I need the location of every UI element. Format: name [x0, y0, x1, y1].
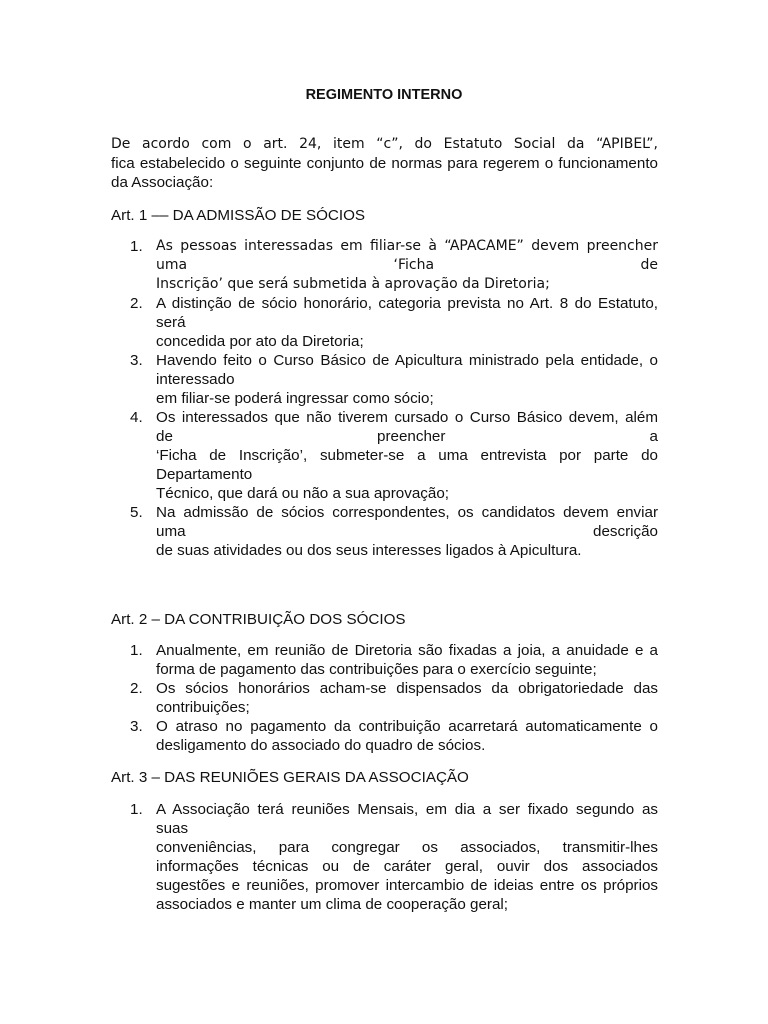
art-2-heading: Art. 2 – DA CONTRIBUIÇÃO DOS SÓCIOS [111, 611, 406, 628]
list-item [130, 679, 658, 717]
item-number: 1. [130, 801, 143, 818]
item-line: conveniências, para congregar os associados, transmitir-lhes [156, 839, 658, 856]
item-line: uma ‘Ficha de [156, 257, 658, 273]
item-line: em filiar-se poderá ingressar como sócio; [156, 390, 434, 407]
document-title: REGIMENTO INTERNO [305, 87, 463, 103]
item-line: uma descrição [156, 523, 658, 540]
art-1-heading: Art. 1 –– DA ADMISSÃO DE SÓCIOS [111, 207, 366, 224]
item-line: de suas atividades ou dos seus interesses ligados à Apicultura. [156, 542, 582, 559]
list-item [130, 717, 658, 755]
item-line: Técnico, que dará ou não a sua aprovação; [156, 485, 449, 502]
item-line: Inscrição’ que será submetida à aprovação da Diretoria; [156, 276, 550, 292]
item-line: será [156, 314, 186, 331]
art-1-list [130, 237, 658, 560]
item-number: 3. [130, 352, 143, 369]
item-line: A distinção de sócio honorário, categoria prevista no Art. 8 do Estatuto, [156, 295, 658, 312]
intro-paragraph [111, 135, 658, 192]
item-line: ‘Ficha de Inscrição’, submeter-se a uma entrevista por parte do [156, 447, 658, 464]
item-line: Na admissão de sócios correspondentes, os candidatos devem enviar [156, 504, 658, 521]
item-line: informações técnicas ou de caráter geral, ouvir dos associados [156, 858, 658, 875]
art-3-list [130, 800, 658, 914]
list-item [130, 351, 658, 408]
item-line: O atraso no pagamento da contribuição acarretará automaticamente o [156, 718, 658, 735]
art-2-list [130, 641, 658, 755]
list-item [130, 408, 658, 503]
item-number: 5. [130, 504, 143, 521]
item-line: associados e manter um clima de cooperação geral; [156, 896, 509, 913]
intro-line: da Associação: [111, 174, 214, 191]
item-line: concedida por ato da Diretoria; [156, 333, 364, 350]
item-number: 3. [130, 718, 143, 735]
item-number: 4. [130, 409, 143, 426]
item-number: 2. [130, 295, 143, 312]
item-line: A Associação terá reuniões Mensais, em dia a ser fixado segundo as [156, 801, 658, 818]
list-item [130, 294, 658, 351]
item-line: As pessoas interessadas em filiar-se à “APACAME” devem preencher [156, 238, 658, 254]
list-item [130, 800, 658, 914]
item-line: interessado [156, 371, 235, 388]
item-line: Havendo feito o Curso Básico de Apicultura ministrado pela entidade, o [156, 352, 658, 369]
intro-line: fica estabelecido o seguinte conjunto de normas para regerem o funcionamento [111, 155, 658, 172]
item-line: forma de pagamento das contribuições para o exercício seguinte; [156, 661, 597, 678]
item-line: Departamento [156, 466, 253, 483]
item-number: 1. [130, 238, 143, 255]
item-line: de preencher a [156, 428, 658, 445]
art-3-heading: Art. 3 – DAS REUNIÕES GERAIS DA ASSOCIAÇÃO [111, 769, 469, 786]
intro-line: De acordo com o art. 24, item “c”, do Estatuto Social da “APIBEL”, [111, 136, 658, 152]
list-item [130, 237, 658, 294]
item-line: Anualmente, em reunião de Diretoria são fixadas a joia, a anuidade e a [156, 642, 658, 659]
item-line: Os sócios honorários acham-se dispensados da obrigatoriedade das [156, 680, 658, 697]
item-line: suas [156, 820, 189, 837]
list-item [130, 503, 658, 560]
item-number: 2. [130, 680, 143, 697]
list-item [130, 641, 658, 679]
item-line: desligamento do associado do quadro de sócios. [156, 737, 486, 754]
item-line: contribuições; [156, 699, 250, 716]
item-line: Os interessados que não tiverem cursado o Curso Básico devem, além [156, 409, 658, 426]
item-line: sugestões e reuniões, promover intercambio de ideias entre os próprios [156, 877, 658, 894]
item-number: 1. [130, 642, 143, 659]
